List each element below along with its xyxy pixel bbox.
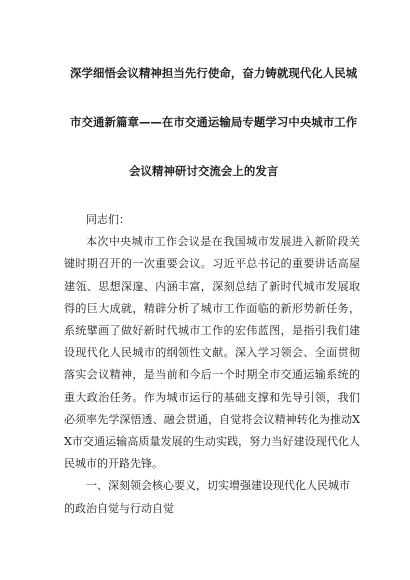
section-heading: 一、深刻领会核心要义，切实增强建设现代化人民城市的政治自觉与行动自觉: [64, 479, 350, 515]
body-paragraph: 本次中央城市工作会议是在我国城市发展进入新阶段关键时期召开的一次重要会议。习近平总书记的重要讲话高屋建瓴、思想深邃、内涵丰富，深刻总结了新时代城市发展取得的巨大成就，精辟分析了城市工作面临的新形势新任务，系统擘画了做好新时代城市工作的宏伟蓝图，是指引我们建设现代化人民城市的纲领性文献。深入学习领会、全面贯彻落实会议精神，是当前和今后一个时期全市交通运输系统的重大政治任务。作为城市运行的基础支撑和先导引领，我们必须率先学深悟透、融会贯通，自觉将会议精神转化为推动XX市交通运输高质量发展的生动实践，努力当好建设现代化人民城市的开路先锋。: [64, 235, 360, 471]
title-line-1: 深学细悟会议精神担当先行使命，奋力铸就现代化人民城: [70, 66, 358, 80]
title-line-3: 会议精神研讨交流会上的发言: [129, 164, 279, 178]
title-line-2: 市交通新篇章——在市交通运输局专题学习中央城市工作: [70, 115, 358, 129]
document-body: [64, 209, 360, 520]
document-title: [64, 66, 366, 178]
salutation: 同志们：: [86, 213, 130, 226]
